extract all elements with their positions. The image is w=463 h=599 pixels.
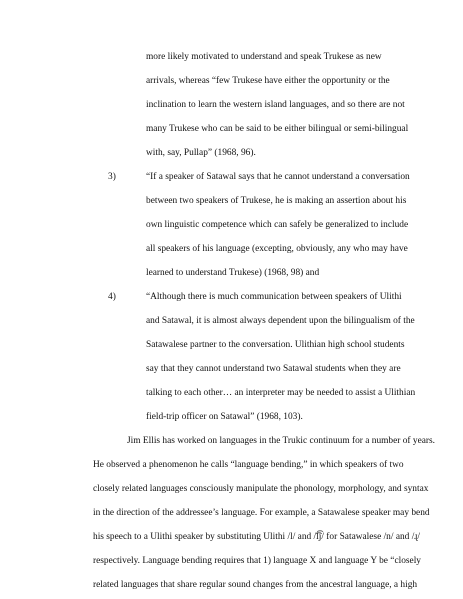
- paragraph-line: closely related languages consciously manipulate the phonology, morphology, and syntax: [93, 484, 429, 494]
- paragraph-line: He observed a phenomenon he calls “language bending,” in which speakers of two: [93, 460, 404, 470]
- quote-line: own linguistic competence which can safely be generalized to include: [146, 220, 409, 230]
- list-number: 4): [108, 292, 116, 302]
- quote-line: more likely motivated to understand and speak Trukese as new: [146, 52, 382, 62]
- paragraph-line: his speech to a Ulithi speaker by substituting Ulithi /l/ and /͡l͡j/ for Satawalese /n/ and /ɻ/: [93, 532, 421, 542]
- quote-line: talking to each other… an interpreter may be needed to assist a Ulithian: [146, 388, 416, 398]
- quote-line: between two speakers of Trukese, he is making an assertion about his: [146, 196, 407, 206]
- quote-line: “Although there is much communication between speakers of Ulithi: [146, 292, 402, 302]
- quote-line: and Satawal, it is almost always dependent upon the bilingualism of the: [146, 316, 415, 326]
- quote-line: learned to understand Trukese) (1968, 98) and: [146, 268, 320, 278]
- paragraph-line: Jim Ellis has worked on languages in the Trukic continuum for a number of years.: [127, 436, 436, 446]
- quote-line: Satawalese partner to the conversation. Ulithian high school students: [146, 340, 405, 350]
- list-number: 3): [108, 172, 116, 182]
- quote-line: arrivals, whereas “few Trukese have either the opportunity or the: [146, 76, 390, 86]
- paragraph-line: respectively. Language bending requires that 1) language X and language Y be “closely: [93, 556, 421, 566]
- paragraph-line: related languages that share regular sound changes from the ancestral language, a high: [93, 580, 418, 590]
- quote-line: say that they cannot understand two Satawal students when they are: [146, 364, 401, 374]
- quote-line: with, say, Pullap” (1968, 96).: [146, 148, 256, 158]
- quote-line: “If a speaker of Satawal says that he cannot understand a conversation: [146, 172, 410, 182]
- quote-line: many Trukese who can be said to be either bilingual or semi-bilingual: [146, 124, 409, 134]
- quote-line: inclination to learn the western island languages, and so there are not: [146, 100, 405, 110]
- quote-line: all speakers of his language (excepting, obviously, any who may have: [146, 244, 408, 254]
- quote-line: field-trip officer on Satawal” (1968, 103).: [146, 412, 303, 422]
- paragraph-line: in the direction of the addressee’s language. For example, a Satawalese speaker may bend: [93, 508, 430, 518]
